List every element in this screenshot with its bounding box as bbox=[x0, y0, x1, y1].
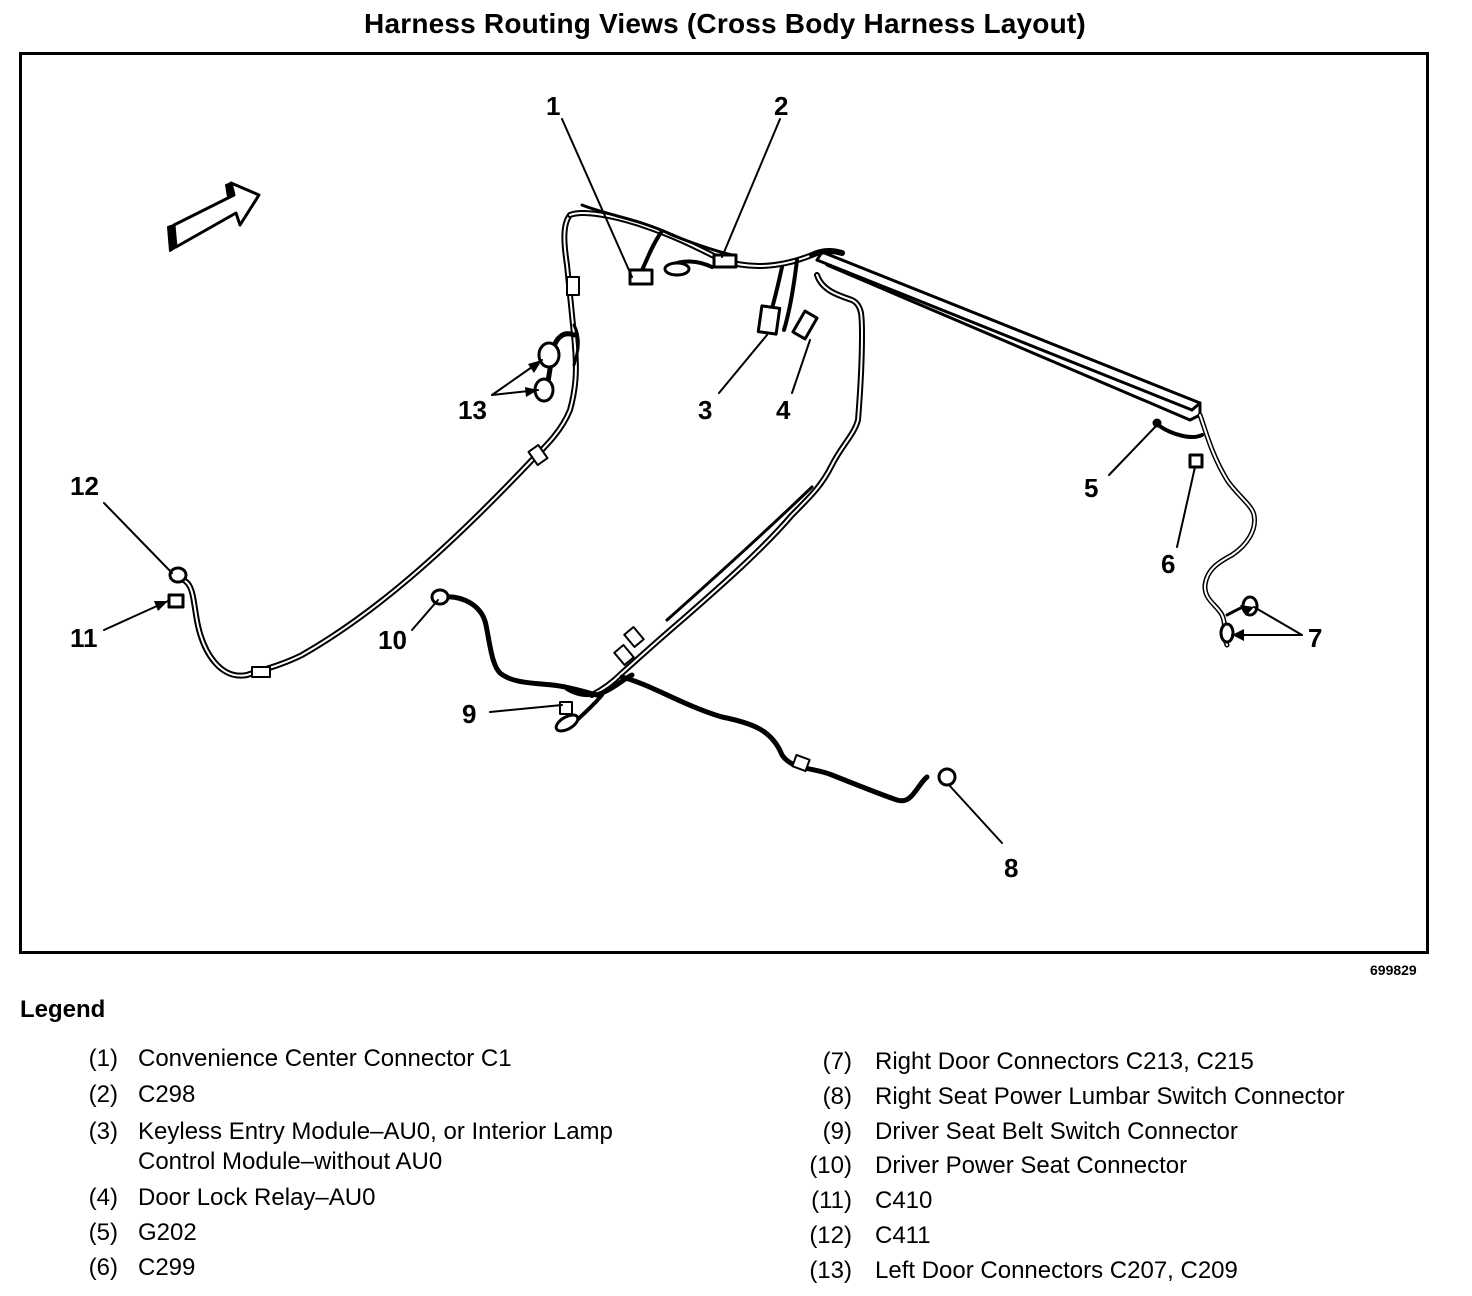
callout-10: 10 bbox=[378, 625, 407, 655]
harness-diagram bbox=[22, 55, 1426, 951]
instrument-panel-harness bbox=[570, 205, 842, 339]
legend-item-text: Driver Power Seat Connector bbox=[875, 1152, 1188, 1179]
diagram-title: Harness Routing Views (Cross Body Harness Layout) bbox=[364, 8, 1086, 39]
connector-right-seat-lumbar-icon bbox=[939, 769, 955, 785]
leader-lines bbox=[104, 119, 1302, 843]
legend-item-number: (2) bbox=[88, 1081, 118, 1108]
legend-item-number: (12) bbox=[809, 1222, 852, 1249]
callout-13: 13 bbox=[458, 395, 487, 425]
callout-labels bbox=[70, 91, 1322, 883]
console-harness bbox=[592, 275, 862, 695]
legend-item-text: G202 bbox=[138, 1219, 197, 1246]
legend-item-number: (10) bbox=[809, 1152, 852, 1179]
legend-item-number: (9) bbox=[822, 1118, 852, 1145]
diagram-frame bbox=[19, 52, 1429, 954]
right-side-harness bbox=[1153, 415, 1257, 645]
legend-item-number: (3) bbox=[88, 1118, 118, 1145]
legend-item-number: (7) bbox=[822, 1048, 852, 1075]
legend-item-number: (13) bbox=[809, 1257, 852, 1284]
legend-item-text: C298 bbox=[138, 1081, 196, 1108]
callout-4: 4 bbox=[776, 395, 791, 425]
callout-12: 12 bbox=[70, 471, 99, 501]
legend-item-number: (8) bbox=[822, 1083, 852, 1110]
connector-c411-icon bbox=[170, 568, 186, 582]
legend-item-text: Driver Seat Belt Switch Connector bbox=[875, 1118, 1238, 1145]
legend-item-text: Keyless Entry Module–AU0, or Interior Lamp Control Module–without AU0 bbox=[138, 1118, 613, 1175]
legend-item-number: (4) bbox=[88, 1184, 118, 1211]
callout-5: 5 bbox=[1084, 473, 1099, 503]
legend-item-text: Convenience Center Connector C1 bbox=[138, 1045, 512, 1072]
callout-7: 7 bbox=[1308, 623, 1323, 653]
legend-item-number: (11) bbox=[811, 1187, 852, 1214]
callout-9: 9 bbox=[462, 699, 477, 729]
legend-item-text: Right Door Connectors C213, C215 bbox=[875, 1048, 1254, 1075]
callout-3: 3 bbox=[698, 395, 713, 425]
figure-id: 699829 bbox=[1370, 962, 1417, 978]
dash-rail bbox=[817, 252, 1200, 420]
legend-item-number: (1) bbox=[88, 1045, 118, 1072]
callout-11: 11 bbox=[70, 623, 98, 653]
callout-2: 2 bbox=[774, 91, 789, 121]
callout-6: 6 bbox=[1161, 549, 1176, 579]
connector-c410-icon bbox=[169, 595, 183, 607]
legend-title: Legend bbox=[20, 996, 106, 1023]
legend-item-text: Door Lock Relay–AU0 bbox=[138, 1184, 376, 1211]
legend-item-text: Left Door Connectors C207, C209 bbox=[875, 1257, 1238, 1284]
legend-item-number: (6) bbox=[88, 1254, 118, 1281]
left-floor-harness bbox=[175, 215, 576, 677]
legend-item-text: Right Seat Power Lumbar Switch Connector bbox=[875, 1083, 1345, 1110]
callout-8: 8 bbox=[1004, 853, 1019, 883]
legend-item-text: C299 bbox=[138, 1254, 196, 1281]
legend-item-text: C411 bbox=[875, 1222, 931, 1249]
direction-arrow-icon bbox=[168, 183, 259, 251]
legend-item-text: C410 bbox=[875, 1187, 933, 1214]
callout-1: 1 bbox=[546, 91, 561, 121]
legend-item-number: (5) bbox=[88, 1219, 118, 1246]
